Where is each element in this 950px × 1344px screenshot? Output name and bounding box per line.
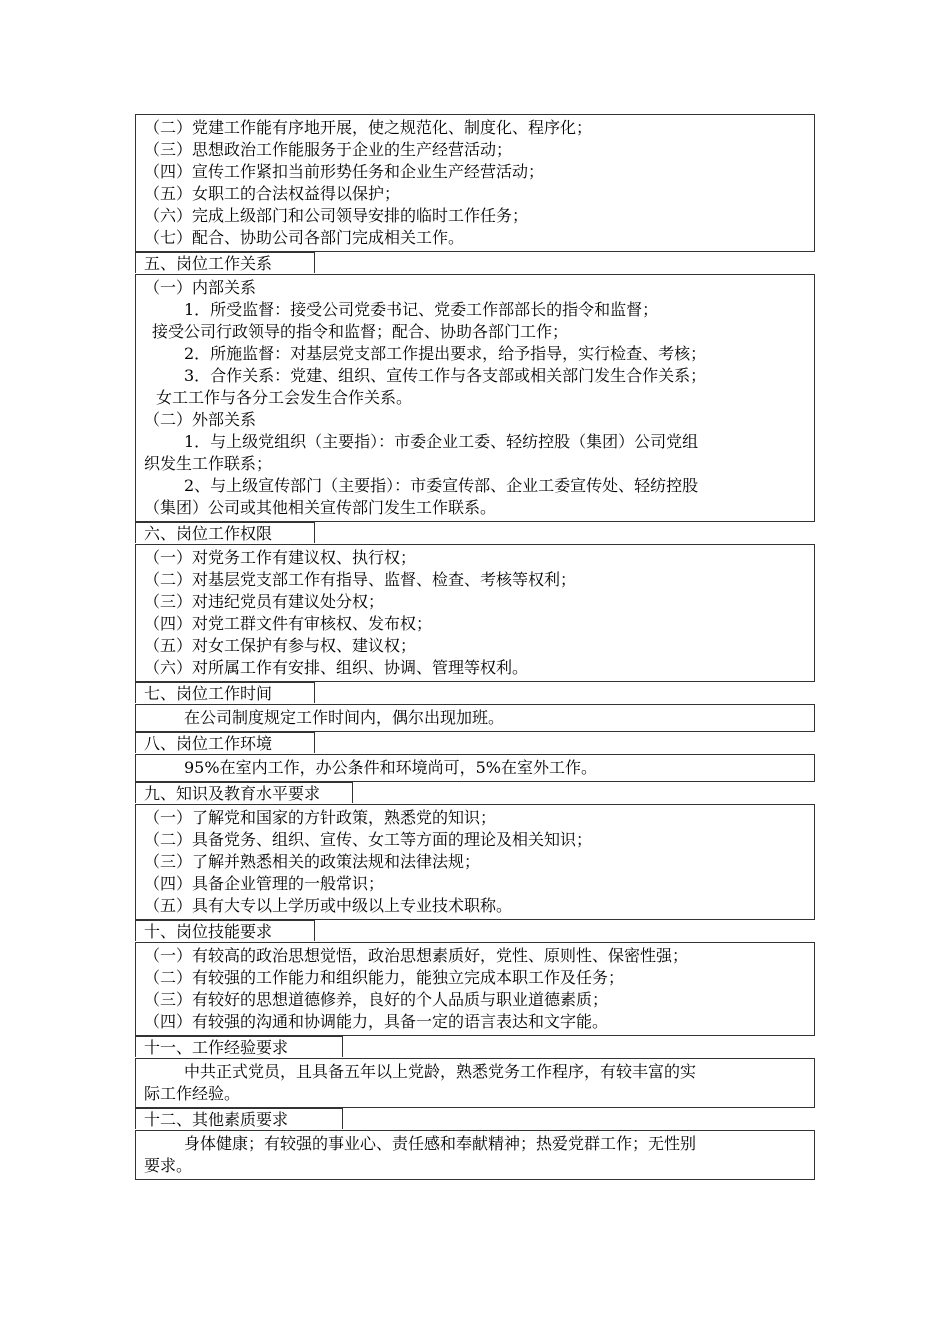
section10-header xyxy=(135,920,815,942)
section5-title: 五、岗位工作关系 xyxy=(135,252,315,273)
section5-header xyxy=(135,252,815,274)
section9-title: 九、知识及教育水平要求 xyxy=(135,782,353,803)
internal-relation-3-cont: 女工工作与各分工会发生合作关系。 xyxy=(156,388,413,407)
section12-content xyxy=(135,1130,815,1180)
s9-item: （五）具有大专以上学历或中级以上专业技术职称。 xyxy=(144,896,513,915)
section8-content xyxy=(135,754,815,782)
section7-title: 七、岗位工作时间 xyxy=(135,682,315,703)
s6-item: （二）对基层党支部工作有指导、监督、检查、考核等权利； xyxy=(144,570,577,589)
section9-content xyxy=(135,804,815,920)
s7-text: 在公司制度规定工作时间内，偶尔出现加班。 xyxy=(184,708,505,727)
s9-item: （二）具备党务、组织、宣传、女工等方面的理论及相关知识； xyxy=(144,830,593,849)
external-relation-2-cont: （集团）公司或其他相关宣传部门发生工作联系。 xyxy=(144,498,497,517)
section10-title: 十、岗位技能要求 xyxy=(135,920,315,941)
s6-item: （三）对违纪党员有建议处分权； xyxy=(144,592,385,611)
s6-item: （五）对女工保护有参与权、建议权； xyxy=(144,636,417,655)
section5-content xyxy=(135,274,815,522)
section11-title: 十一、工作经验要求 xyxy=(135,1036,343,1057)
s12-text: 身体健康；有较强的事业心、责任感和奉献精神；热爱党群工作；无性别 xyxy=(184,1134,697,1153)
internal-relation-1: 1．所受监督：接受公司党委书记、党委工作部部长的指令和监督； xyxy=(184,300,659,319)
s6-item: （四）对党工群文件有审核权、发布权； xyxy=(144,614,433,633)
external-relations-label: （二）外部关系 xyxy=(144,410,257,429)
section9-header xyxy=(135,782,815,804)
s9-item: （一）了解党和国家的方针政策，熟悉党的知识； xyxy=(144,808,497,827)
s11-text-cont: 际工作经验。 xyxy=(144,1084,241,1103)
section6-content xyxy=(135,544,815,682)
section11-content xyxy=(135,1058,815,1108)
s6-item: （一）对党务工作有建议权、执行权； xyxy=(144,548,417,567)
section4-content xyxy=(135,114,815,252)
s9-item: （四）具备企业管理的一般常识； xyxy=(144,874,385,893)
job-description-document xyxy=(135,114,815,1180)
section8-title: 八、岗位工作环境 xyxy=(135,732,315,753)
s6-item: （六）对所属工作有安排、组织、协调、管理等权利。 xyxy=(144,658,529,677)
s10-item: （三）有较好的思想道德修养，良好的个人品质与职业道德素质； xyxy=(144,990,609,1009)
s10-item: （一）有较高的政治思想觉悟，政治思想素质好，党性、原则性、保密性强； xyxy=(144,946,689,965)
s12-text-cont: 要求。 xyxy=(144,1156,193,1175)
s4-item: （四）宣传工作紧扣当前形势任务和企业生产经营活动； xyxy=(144,162,545,181)
s4-item: （六）完成上级部门和公司领导安排的临时工作任务； xyxy=(144,206,529,225)
internal-relation-3: 3．合作关系：党建、组织、宣传工作与各支部或相关部门发生合作关系； xyxy=(184,366,707,385)
section11-header xyxy=(135,1036,815,1058)
internal-relations-label: （一）内部关系 xyxy=(144,278,257,297)
s4-item: （三）思想政治工作能服务于企业的生产经营活动； xyxy=(144,140,513,159)
section6-title: 六、岗位工作权限 xyxy=(135,522,315,543)
s10-item: （二）有较强的工作能力和组织能力，能独立完成本职工作及任务； xyxy=(144,968,625,987)
internal-relation-2: 2．所施监督：对基层党支部工作提出要求，给予指导，实行检查、考核； xyxy=(184,344,707,363)
s10-item: （四）有较强的沟通和协调能力，具备一定的语言表达和文字能。 xyxy=(144,1012,609,1031)
s4-item: （七）配合、协助公司各部门完成相关工作。 xyxy=(144,228,465,247)
s9-item: （三）了解并熟悉相关的政策法规和法律法规； xyxy=(144,852,481,871)
section12-title: 十二、其他素质要求 xyxy=(135,1108,343,1129)
s4-item: （五）女职工的合法权益得以保护； xyxy=(144,184,401,203)
section8-header xyxy=(135,732,815,754)
section10-content xyxy=(135,942,815,1036)
s4-item: （二）党建工作能有序地开展，使之规范化、制度化、程序化； xyxy=(144,118,593,137)
external-relation-1-cont: 织发生工作联系； xyxy=(144,454,273,473)
section12-header xyxy=(135,1108,815,1130)
s11-text: 中共正式党员，且具备五年以上党龄，熟悉党务工作程序，有较丰富的实 xyxy=(184,1062,697,1081)
s8-text: 95%在室内工作，办公条件和环境尚可，5%在室外工作。 xyxy=(184,758,597,777)
section6-header xyxy=(135,522,815,544)
section7-header xyxy=(135,682,815,704)
external-relation-1: 1．与上级党组织（主要指）：市委企业工委、轻纺控股（集团）公司党组 xyxy=(184,432,699,451)
section7-content xyxy=(135,704,815,732)
internal-relation-1-cont: 接受公司行政领导的指令和监督；配合、协助各部门工作； xyxy=(152,322,569,341)
external-relation-2: 2、与上级宣传部门（主要指）：市委宣传部、企业工委宣传处、轻纺控股 xyxy=(184,476,699,495)
